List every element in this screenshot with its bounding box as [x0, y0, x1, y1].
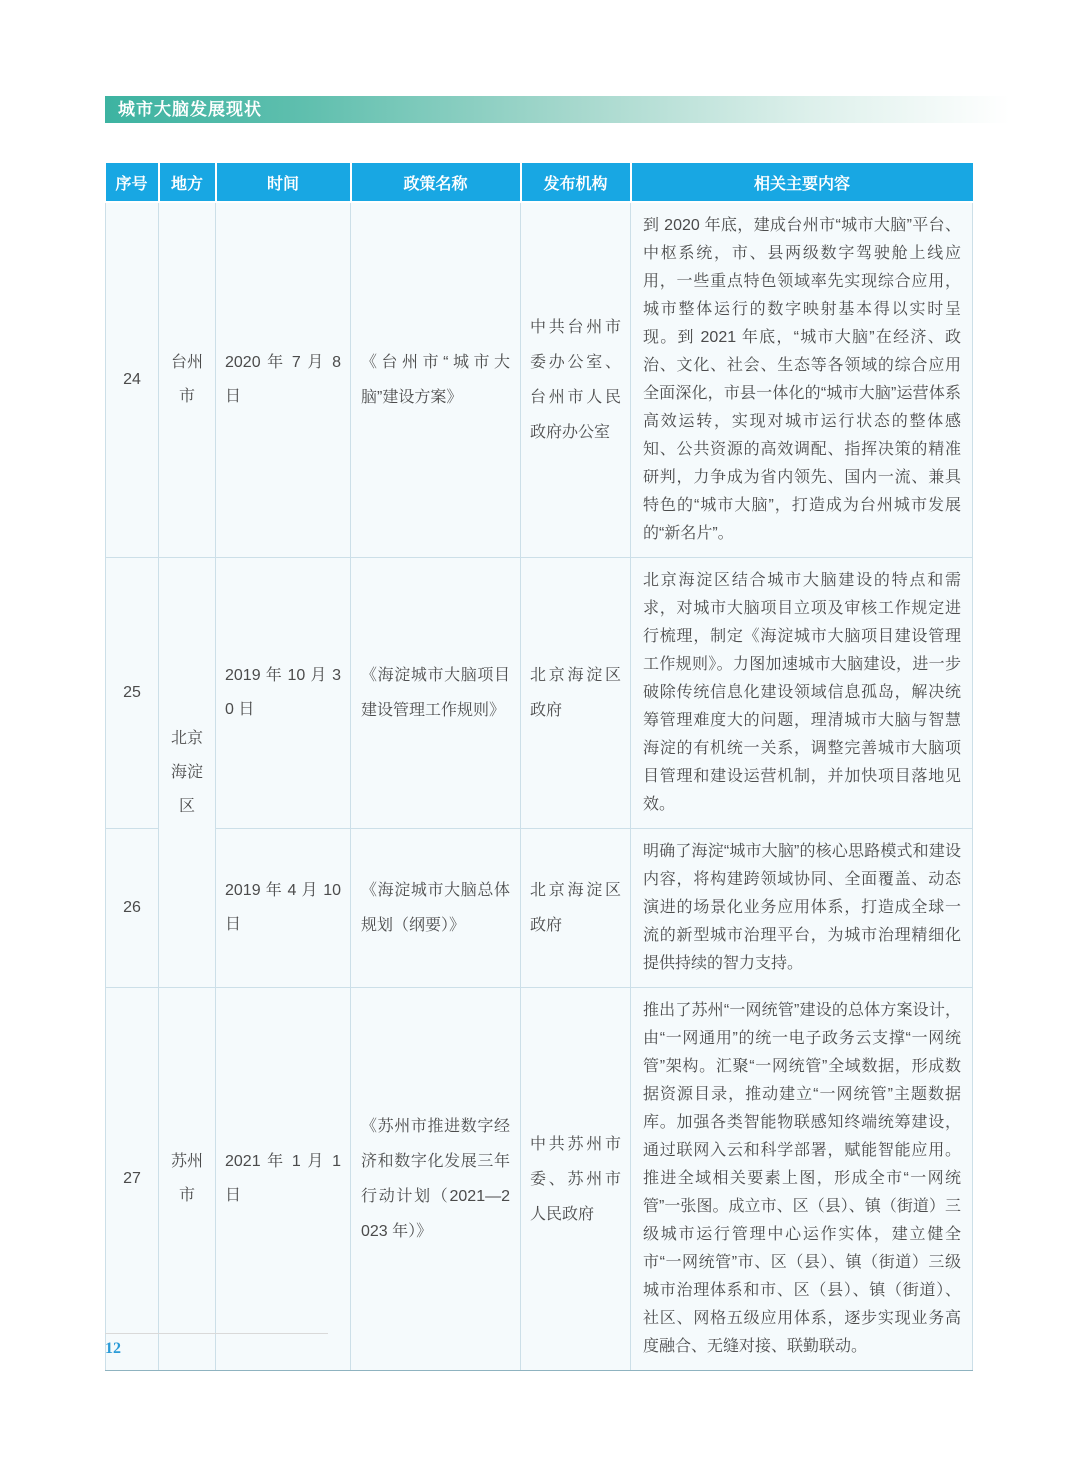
table-row	[106, 829, 973, 988]
col-header-place: 地方	[159, 163, 216, 202]
table-row	[106, 202, 973, 558]
col-header-content: 相关主要内容	[631, 163, 973, 202]
col-header-date: 时间	[216, 163, 351, 202]
cell-policy: 《海淀城市大脑项目建设管理工作规则》	[351, 558, 521, 829]
cell-place-merged: 北京海淀区	[159, 558, 216, 988]
cell-policy: 《海淀城市大脑总体规划（纲要）》	[351, 829, 521, 988]
cell-place: 苏州市	[159, 988, 216, 1371]
cell-content: 推出了苏州“一网统管”建设的总体方案设计，由“一网通用”的统一电子政务云支撑“一网统管”架构。汇聚“一网统管”全域数据，形成数据资源目录，推动建立“一网统管”主题数据库。加强各类智能物联感知终端统筹建设，通过联网入云和科学部署，赋能智能应用。推进全域相关要素上图，形成全市“一网统管”一张图。成立市、区（县）、镇（街道）三级城市运行管理中心运作实体，建立健全市“一网统管”市、区（县）、镇（街道）三级城市治理体系和市、区（县）、镇（街道）、社区、网格五级应用体系，逐步实现业务高度融合、无缝对接、联勤联动。	[631, 988, 973, 1371]
cell-no: 25	[106, 558, 159, 829]
policy-table	[105, 163, 973, 1371]
footer-divider	[105, 1333, 328, 1334]
page-number: 12	[105, 1340, 121, 1357]
cell-place: 台州市	[159, 202, 216, 558]
table-row	[106, 558, 973, 829]
cell-no: 24	[106, 202, 159, 558]
cell-issuer: 北京海淀区政府	[521, 829, 631, 988]
section-title-bar	[105, 96, 1010, 123]
cell-content: 北京海淀区结合城市大脑建设的特点和需求，对城市大脑项目立项及审核工作规定进行梳理，制定《海淀城市大脑项目建设管理工作规则》。力图加速城市大脑建设，进一步破除传统信息化建设领域信息孤岛，解决统筹管理难度大的问题，理清城市大脑与智慧海淀的有机统一关系，调整完善城市大脑项目管理和建设运营机制，并加快项目落地见效。	[631, 558, 973, 829]
col-header-policy: 政策名称	[351, 163, 521, 202]
cell-policy: 《苏州市推进数字经济和数字化发展三年行动计划（2021—2023 年）》	[351, 988, 521, 1371]
section-title: 城市大脑发展现状	[118, 100, 262, 119]
cell-date: 2019 年 10 月 30 日	[216, 558, 351, 829]
cell-issuer: 中共台州市委办公室、台州市人民政府办公室	[521, 202, 631, 558]
cell-policy: 《台州市“城市大脑”建设方案》	[351, 202, 521, 558]
table-header-row	[106, 163, 973, 202]
cell-issuer: 中共苏州市委、苏州市人民政府	[521, 988, 631, 1371]
cell-content: 到 2020 年底，建成台州市“城市大脑”平台、中枢系统，市、县两级数字驾驶舱上线应用，一些重点特色领域率先实现综合应用，城市整体运行的数字映射基本得以实时呈现。到 2021 年底，“城市大脑”在经济、政治、文化、社会、生态等各领域的综合应用全面深化，市县一体化的“城市大脑”运营体系高效运转，实现对城市运行状态的整体感知、公共资源的高效调配、指挥决策的精准研判，力争成为省内领先、国内一流、兼具特色的“城市大脑”，打造成为台州城市发展的“新名片”。	[631, 202, 973, 558]
col-header-issuer: 发布机构	[521, 163, 631, 202]
cell-date: 2020 年 7 月 8 日	[216, 202, 351, 558]
cell-issuer: 北京海淀区政府	[521, 558, 631, 829]
cell-content: 明确了海淀“城市大脑”的核心思路模式和建设内容，将构建跨领域协同、全面覆盖、动态演进的场景化业务应用体系，打造成全球一流的新型城市治理平台，为城市治理精细化提供持续的智力支持。	[631, 829, 973, 988]
col-header-no: 序号	[106, 163, 159, 202]
table-row	[106, 988, 973, 1371]
cell-no: 26	[106, 829, 159, 988]
cell-date: 2019 年 4 月 10 日	[216, 829, 351, 988]
cell-no: 27	[106, 988, 159, 1371]
cell-date: 2021 年 1 月 1 日	[216, 988, 351, 1371]
